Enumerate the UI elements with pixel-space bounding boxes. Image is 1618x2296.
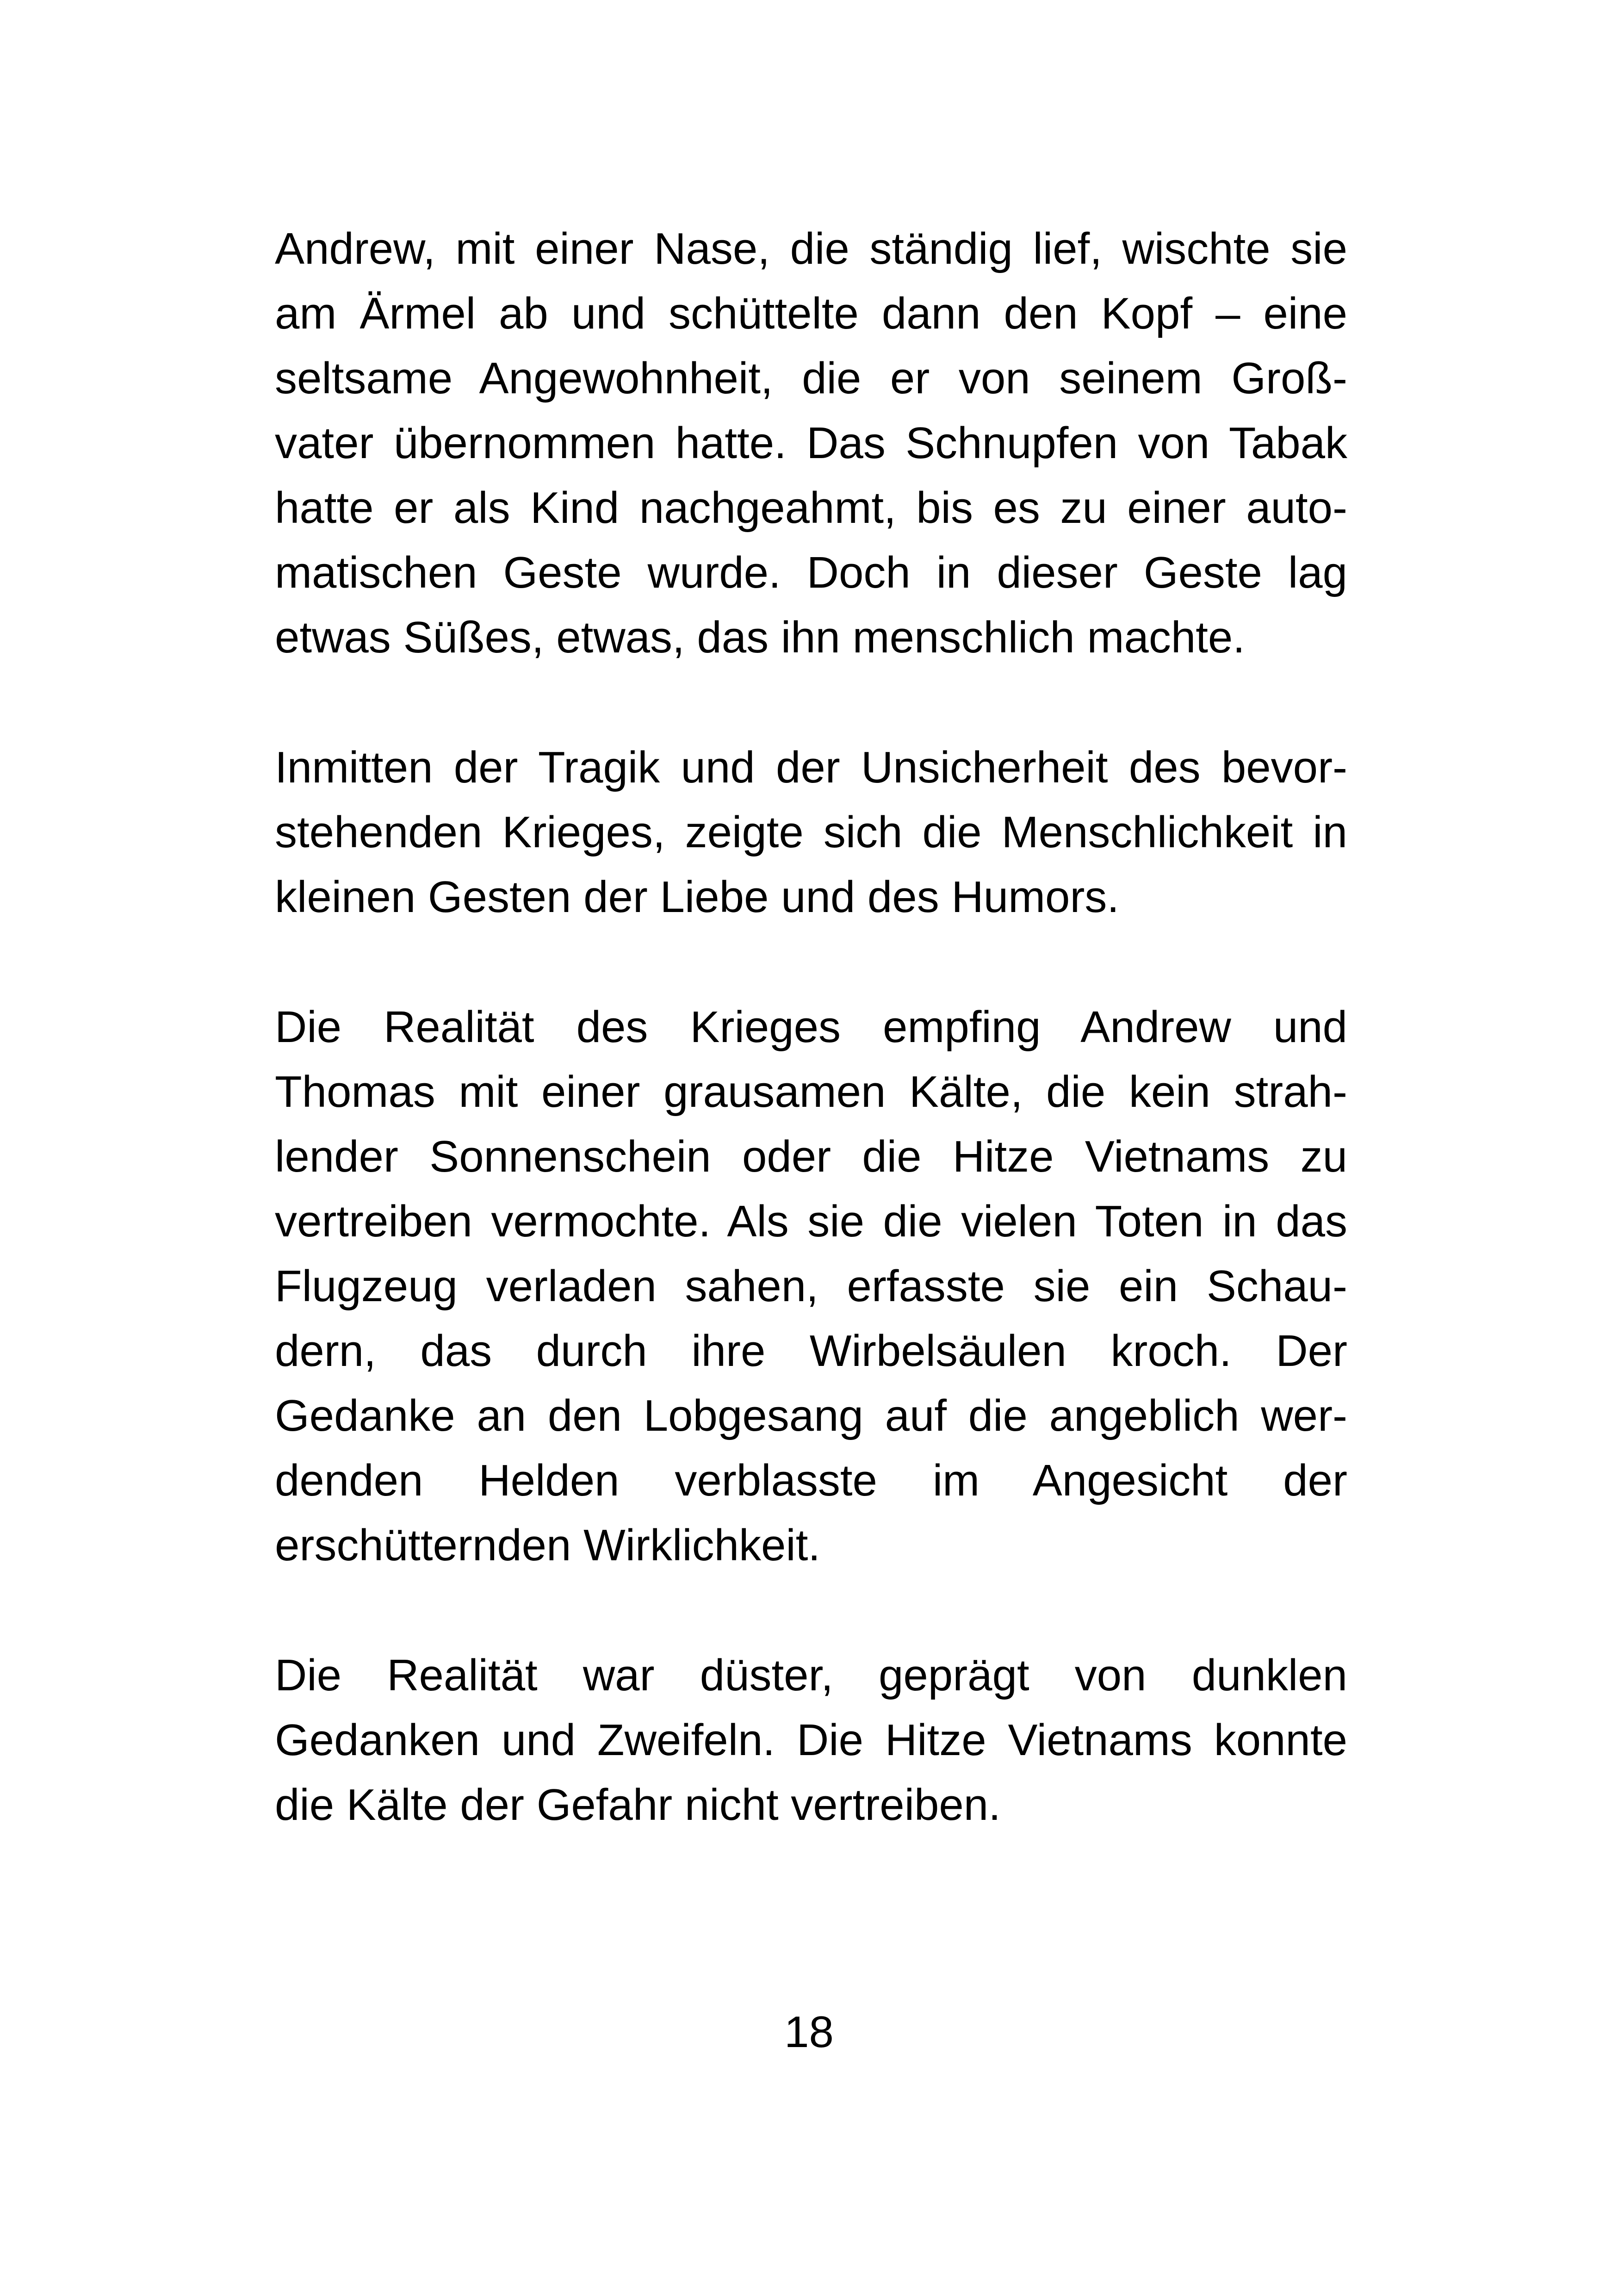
page-number: 18 [784, 2007, 834, 2057]
text-line: Thomas mit einer grausamen Kälte, die kein strah- [275, 1067, 1347, 1117]
text-line: Die Realität war düster, geprägt von dunklen [275, 1651, 1347, 1700]
text-line: Die Realität des Krieges empfing Andrew und [275, 1002, 1347, 1052]
text-line: hatte er als Kind nachgeahmt, bis es zu einer auto- [275, 483, 1347, 533]
text-line: erschütternden Wirklichkeit. [275, 1520, 821, 1570]
text-line: Gedanke an den Lobgesang auf die angeblich wer- [275, 1391, 1347, 1440]
text-line: vater übernommen hatte. Das Schnupfen von Tabak [275, 418, 1347, 468]
paragraph-spacer [275, 930, 1347, 995]
text-line: kleinen Gesten der Liebe und des Humors. [275, 872, 1120, 922]
text-line: Flugzeug verladen sahen, erfasste sie ein Schau- [275, 1261, 1347, 1311]
paragraph-4 [275, 1643, 1347, 1837]
text-line: dern, das durch ihre Wirbelsäulen kroch. Der [275, 1326, 1347, 1376]
text-line: am Ärmel ab und schüttelte dann den Kopf – eine [275, 289, 1347, 338]
text-line: Inmitten der Tragik und der Unsicherheit des bevor- [275, 743, 1347, 792]
paragraph-spacer [275, 1578, 1347, 1643]
text-line: matischen Geste wurde. Doch in dieser Geste lag [275, 548, 1347, 597]
text-line: stehenden Krieges, zeigte sich die Menschlichkeit in [275, 807, 1347, 857]
paragraph-spacer [275, 670, 1347, 735]
text-line: vertreiben vermochte. Als sie die vielen Toten in das [275, 1197, 1347, 1246]
text-line: seltsame Angewohnheit, die er von seinem Groß- [275, 354, 1347, 403]
text-line: Gedanken und Zweifeln. Die Hitze Vietnams konnte [275, 1715, 1347, 1765]
body-text [275, 217, 1347, 1837]
paragraph-1 [275, 217, 1347, 670]
paragraph-2 [275, 735, 1347, 930]
text-line: etwas Süßes, etwas, das ihn menschlich machte. [275, 613, 1245, 662]
paragraph-3 [275, 995, 1347, 1578]
text-line: lender Sonnenschein oder die Hitze Vietnams zu [275, 1132, 1347, 1181]
text-line: denden Helden verblasste im Angesicht der [275, 1456, 1347, 1505]
text-line: Andrew, mit einer Nase, die ständig lief, wischte sie [275, 224, 1347, 273]
text-line: die Kälte der Gefahr nicht vertreiben. [275, 1780, 1001, 1830]
